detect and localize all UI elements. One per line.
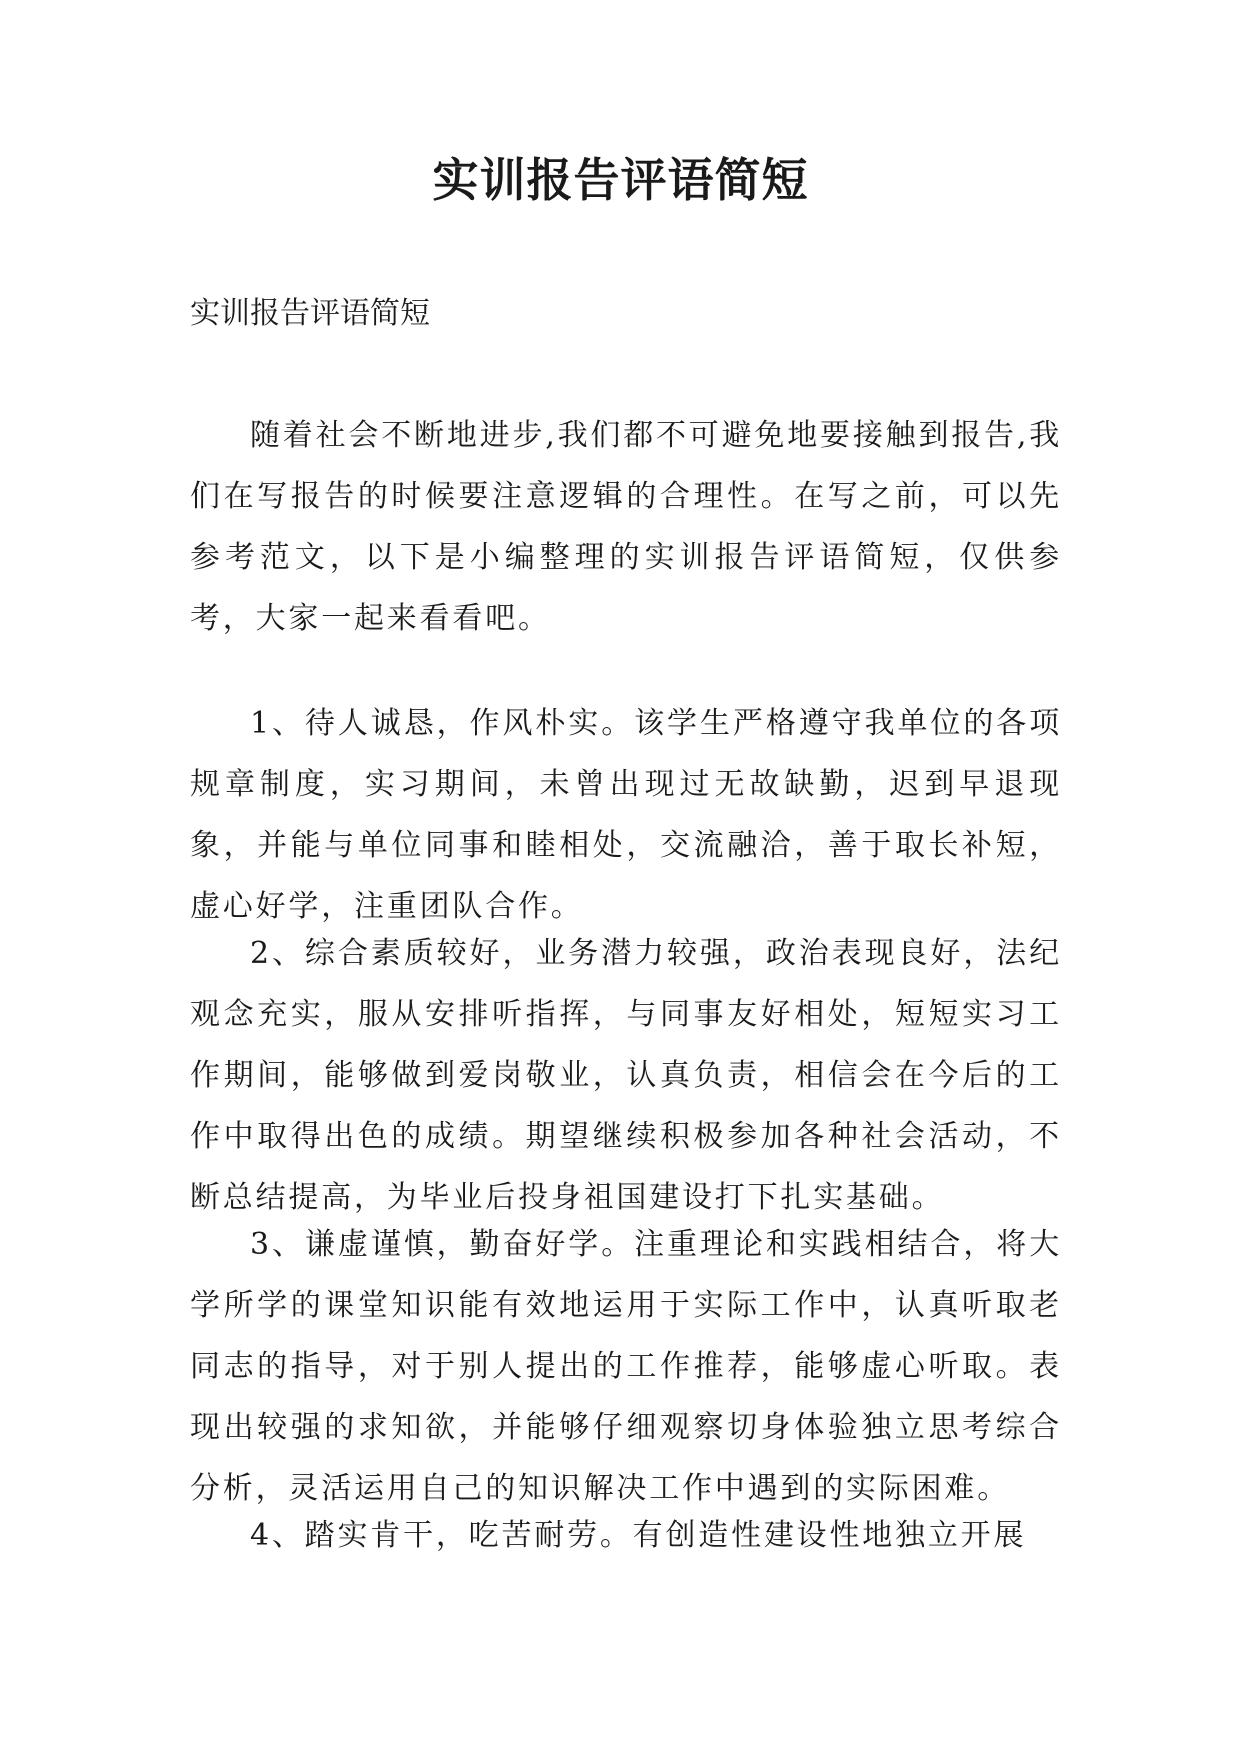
document-subtitle: 实训报告评语简短	[190, 296, 430, 331]
document-title: 实训报告评语简短	[432, 153, 809, 207]
intro-paragraph: 随着社会不断地进步,我们都不可避免地要接触到报告,我们在写报告的时候要注意逻辑的合理性。在写之前，可以先参考范文，以下是小编整理的实训报告评语简短，仅供参考，大家一起来看看吧。	[190, 418, 1062, 636]
comment-item-3: 3、谦虚谨慎，勤奋好学。注重理论和实践相结合，将大学所学的课堂知识能有效地运用于实际工作中，认真听取老同志的指导，对于别人提出的工作推荐，能够虚心听取。表现出较强的求知欲，并能够仔细观察切身体验独立思考综合分析，灵活运用自己的知识解决工作中遇到的实际困难。	[190, 1227, 1062, 1506]
comment-item-4: 4、踏实肯干，吃苦耐劳。有创造性建设性地独立开展	[250, 1518, 1027, 1553]
comment-item-1: 1、待人诚恳，作风朴实。该学生严格遵守我单位的各项规章制度，实习期间，未曾出现过无故缺勤，迟到早退现象，并能与单位同事和睦相处，交流融洽，善于取长补短，虚心好学，注重团队合作。	[190, 706, 1062, 924]
comment-item-2: 2、综合素质较好，业务潜力较强，政治表现良好，法纪观念充实，服从安排听指挥，与同事友好相处，短短实习工作期间，能够做到爱岗敬业，认真负责，相信会在今后的工作中取得出色的成绩。期望继续积极参加各种社会活动，不断总结提高，为毕业后投身祖国建设打下扎实基础。	[190, 936, 1062, 1215]
